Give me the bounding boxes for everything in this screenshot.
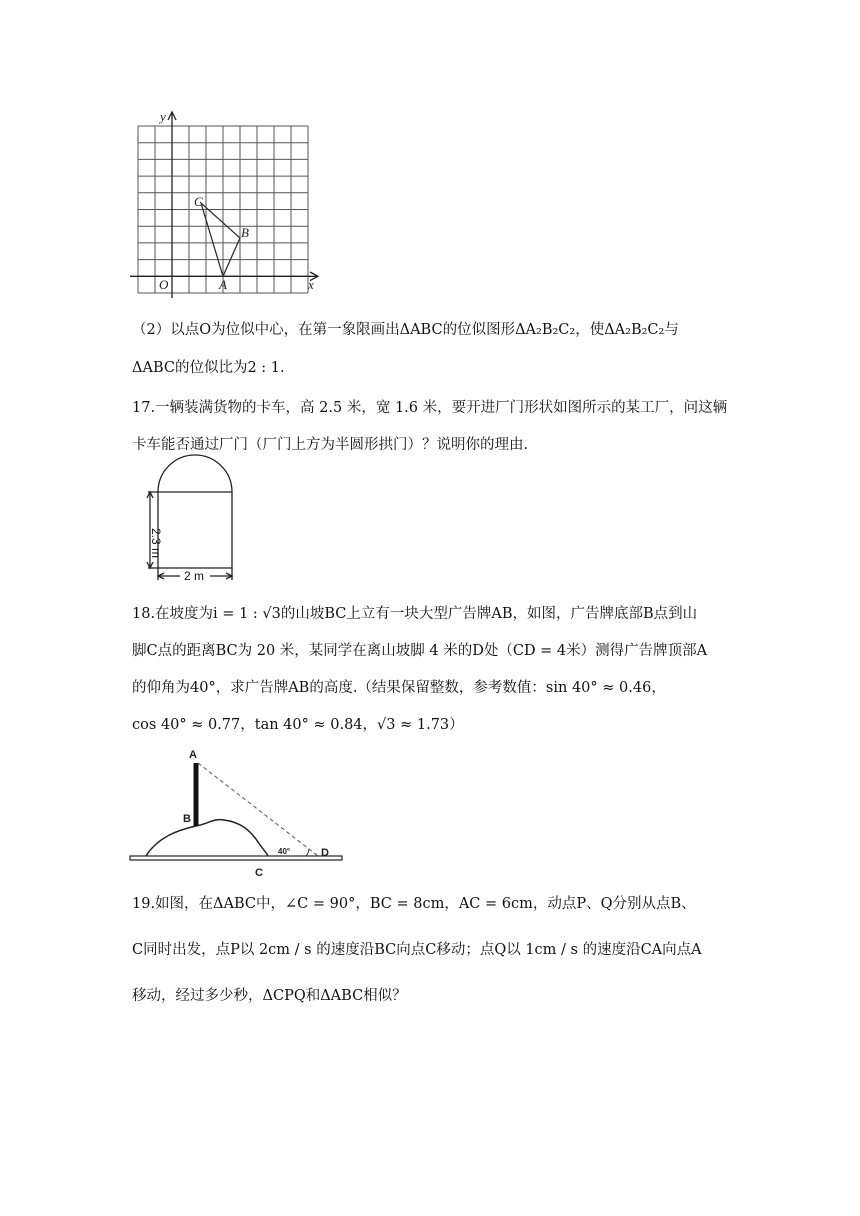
hill-billboard-figure: [128, 742, 346, 880]
q19-line3: 移动，经过多少秒，ΔCPQ和ΔABC相似？: [132, 988, 407, 1004]
coordinate-grid-figure: [128, 108, 323, 298]
door-rectangle: [158, 492, 232, 568]
q18-line3: 的仰角为40°，求广告牌AB的高度.（结果保留整数，参考数值：sin 40° ≈ 0.46，: [132, 680, 666, 696]
door-arch: [158, 455, 232, 492]
hill-label-c: C: [255, 867, 263, 879]
label-a: A: [219, 277, 227, 292]
q16-part2-line2: ΔABC的位似比为2 : 1.: [132, 360, 285, 376]
hill-label-a: A: [189, 749, 197, 761]
q19-line2: C同时出发，点P以 2cm / s 的速度沿BC向点C移动；点Q以 1cm / s 的速度沿CA向点A: [132, 942, 702, 958]
triangle-abc: [201, 203, 240, 276]
hill-slope: [146, 820, 268, 856]
q19-line1: 19.如图，在ΔABC中，∠C = 90°，BC = 8cm，AC = 6cm，动点P、Q分别从点B、: [132, 896, 696, 912]
label-b: B: [241, 225, 249, 240]
label-o: O: [159, 277, 169, 292]
q16-part2-line1: （2）以点O为位似中心，在第一象限画出ΔABC的位似图形ΔA₂B₂C₂，使ΔA₂B₂C₂与: [132, 322, 679, 338]
width-label: 2 m: [184, 569, 205, 583]
grid-lines: [138, 126, 308, 293]
q17-line2: 卡车能否通过厂门（厂门上方为半圆形拱门）？说明你的理由.: [132, 437, 529, 453]
q18-line1: 18.在坡度为i = 1 : √3的山坡BC上立有一块大型广告牌AB，如图，广告牌底部B点到山: [132, 606, 698, 622]
hill-label-d: D: [321, 847, 329, 859]
q18-line4: cos 40° ≈ 0.77，tan 40° ≈ 0.84，√3 ≈ 1.73）: [132, 717, 464, 733]
hill-angle-label: 40°: [278, 847, 291, 856]
label-y: y: [160, 109, 166, 124]
door-figure: [128, 452, 240, 584]
label-x: x: [308, 277, 314, 292]
ground: [130, 856, 342, 860]
hill-label-b: B: [183, 813, 191, 825]
height-label: 2.3 m: [149, 528, 163, 559]
q18-line2: 脚C点的距离BC为 20 米，某同学在离山坡脚 4 米的D处（CD = 4米）测得广告牌顶部A: [132, 643, 708, 659]
axes: [130, 112, 318, 298]
label-c: C: [194, 194, 203, 209]
q17-line1: 17.一辆装满货物的卡车，高 2.5 米，宽 1.6 米，要开进厂门形状如图所示的某工厂，问这辆: [132, 400, 728, 416]
